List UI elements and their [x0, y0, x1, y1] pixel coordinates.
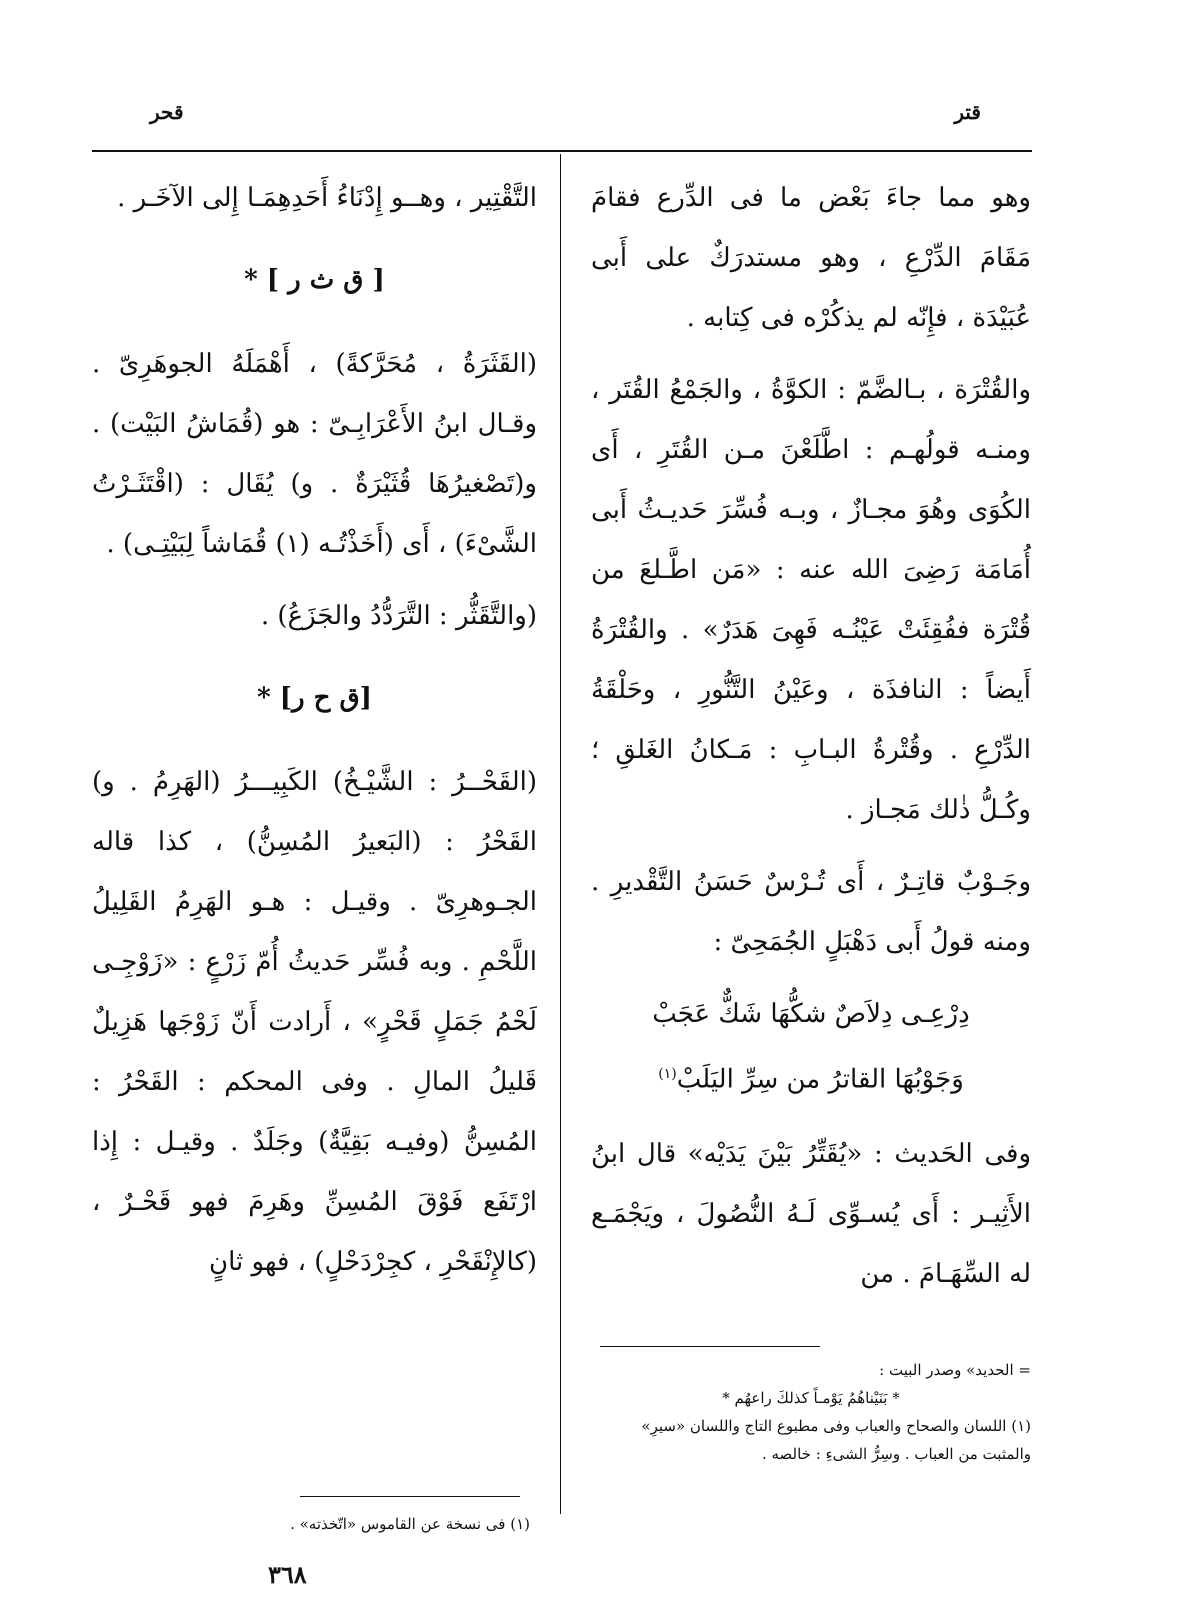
verse-line-1: دِرْعِـى دِلاَصٌ شكُّهَا شَكٌّ عَجَبْ: [652, 999, 970, 1029]
verse-line-2: وَجَوْبُهَا القاترُ من سِرِّ اليَلَبْ$^{(١)}$: [658, 1064, 964, 1095]
footnotes-left: [150, 1510, 530, 1538]
poetry-verse: [591, 984, 1031, 1110]
entry-heading-qthr: [ ق ث ر ] *: [244, 265, 385, 295]
footnotes-right: [591, 1356, 1031, 1468]
header-rule: [92, 150, 1032, 152]
footnote-left-1: (١) فى نسخة عن القاموس «اتّخذته» .: [290, 1515, 530, 1533]
entry-qthr-paragraph-2: (والتَّقَثُّر : التَّرَدُّدُ والجَزَعُ) .: [260, 601, 537, 631]
entry-heading-qhr: [ق ح ر] *: [257, 683, 372, 713]
footnote-right-1: = الحديد» وصدر البيت :: [879, 1361, 1031, 1379]
page-number: ٣٦٨: [268, 1560, 307, 1589]
right-paragraph-closing: وفى الحَديث : «يُقَتِّرُ بَيْنَ يَدَيْه» قال ابنُ الأَثِيـر : أَى يُسـوِّى لَـهُ النُّصُولَ ، ويَجْمَـع له السِّهَـامَ . من: [591, 1138, 1031, 1289]
entry-qthr-paragraph-1: (القَثَرَةُ ، مُحَرَّكةً) ، أَهْمَلَهُ الجوهَرِىّ . وقـال ابنُ الأَعْرَابِـىّ : هو (قُمَاشُ البَيْت) . و(تَصْغيرُهَا قُثَيْرَةٌ . و) يُقَال : (اقْتَثَـرْتُ الشَّىْءَ) ، أَى (أَخَذْتُـه (١) قُمَاشاً لِبَيْتِـى) .: [92, 349, 537, 559]
footnote-rule-right: [600, 1346, 820, 1347]
column-divider: [560, 154, 561, 1514]
running-head-right: قتر: [954, 100, 981, 124]
left-column: [92, 168, 537, 1304]
right-paragraph-2: والقُتْرَة ، بـالضَّمّ : الكوَّةُ ، والجَمْعُ القُتَر ، ومنـه قولُهـم : اطَّلَعْنَ مـن القُتَرِ ، أَى الكُوَى وهُوَ مجـازٌ ، وبـه فُسِّرَ حَديـثُ أَبى أُمَامَة رَضِىَ الله عنه : «مَن اطَّـلعَ من قُتْرَة ففُقِئَتْ عَيْنُـه فَهِىَ هَدَرٌ» . والقُتْرَةُ أَيضاً : النافذَة ، وعَيْنُ التَّنُّورِ ، وحَلْقَةُ الدِّرْعِ . وقُتْرةُ البـابِ : مَـكانُ الغَلقِ ؛ وكُـلُّ ذٰلك مَجـاز .: [591, 375, 1031, 825]
footnote-rule-left: [300, 1496, 520, 1497]
verse-note-mark: (١): [658, 1066, 677, 1082]
entry-qhr-paragraph-1: (القَحْــرُ : الشَّيْـخُ) الكَبِيـــرُ (الهَرِمُ . و) القَحْرُ : (البَعيرُ المُسِنُّ) ، كذا قاله الجـوهرِىّ . وقيـل : هـو الهَرِمُ القَلِيلُ اللَّحْمِ . وبه فُسِّر حَديثُ أُمّ زَرْعٍ : «زَوْجِـى لَحْمُ جَمَلٍ قَحْرٍ» ، أَرادت أَنّ زَوْجَها هَزِيلٌ قَليلُ المالِ . وفى المحكم : القَحْرُ : المُسِنُّ (وفيـه بَقِيَّةٌ) وجَلَدٌ . وقيـل : إِذا ارْتَفَع فَوْقَ المُسِنِّ وهَرِمَ فهو قَحْـرٌ ، (كالإِنْقَحْرِ ، كجِرْدَحْلٍ) ، فهو ثانٍ: [92, 767, 537, 1277]
running-head-left: قحر: [150, 100, 184, 124]
left-paragraph-opening: التَّقْتِير ، وهــو إِدْنَاءُ أَحَدِهِمَـا إِلى الآخَـر .: [117, 183, 537, 213]
right-paragraph-1: وهو مما جاءَ بَعْض ما فى الدِّرع فقامَ مَقَامَ الدِّرْعِ ، وهو مستدرَكٌ على أَبى عُبَيْدَة ، فإِنّه لم يذكُرْه فى كِتابه .: [591, 183, 1031, 333]
right-paragraph-3: وجَـوْبٌ قاتِـرٌ ، أَى تُـرْسٌ حَسَنُ التَّقْديرِ . ومنه قولُ أَبى دَهْبَلٍ الجُمَحِىّ :: [591, 867, 1031, 957]
footnote-right-3: (١) اللسان والصحاح والعباب وفى مطبوع التاج واللسان «سيرِ» والمثبت من العباب . وسِرُّ الشىءِ : خالصه .: [641, 1417, 1031, 1463]
footnote-right-2: * بَنَيْناهُمُ يَوْمـاً كذلكَ راعهُم *: [722, 1389, 900, 1407]
right-column: [591, 168, 1031, 1316]
